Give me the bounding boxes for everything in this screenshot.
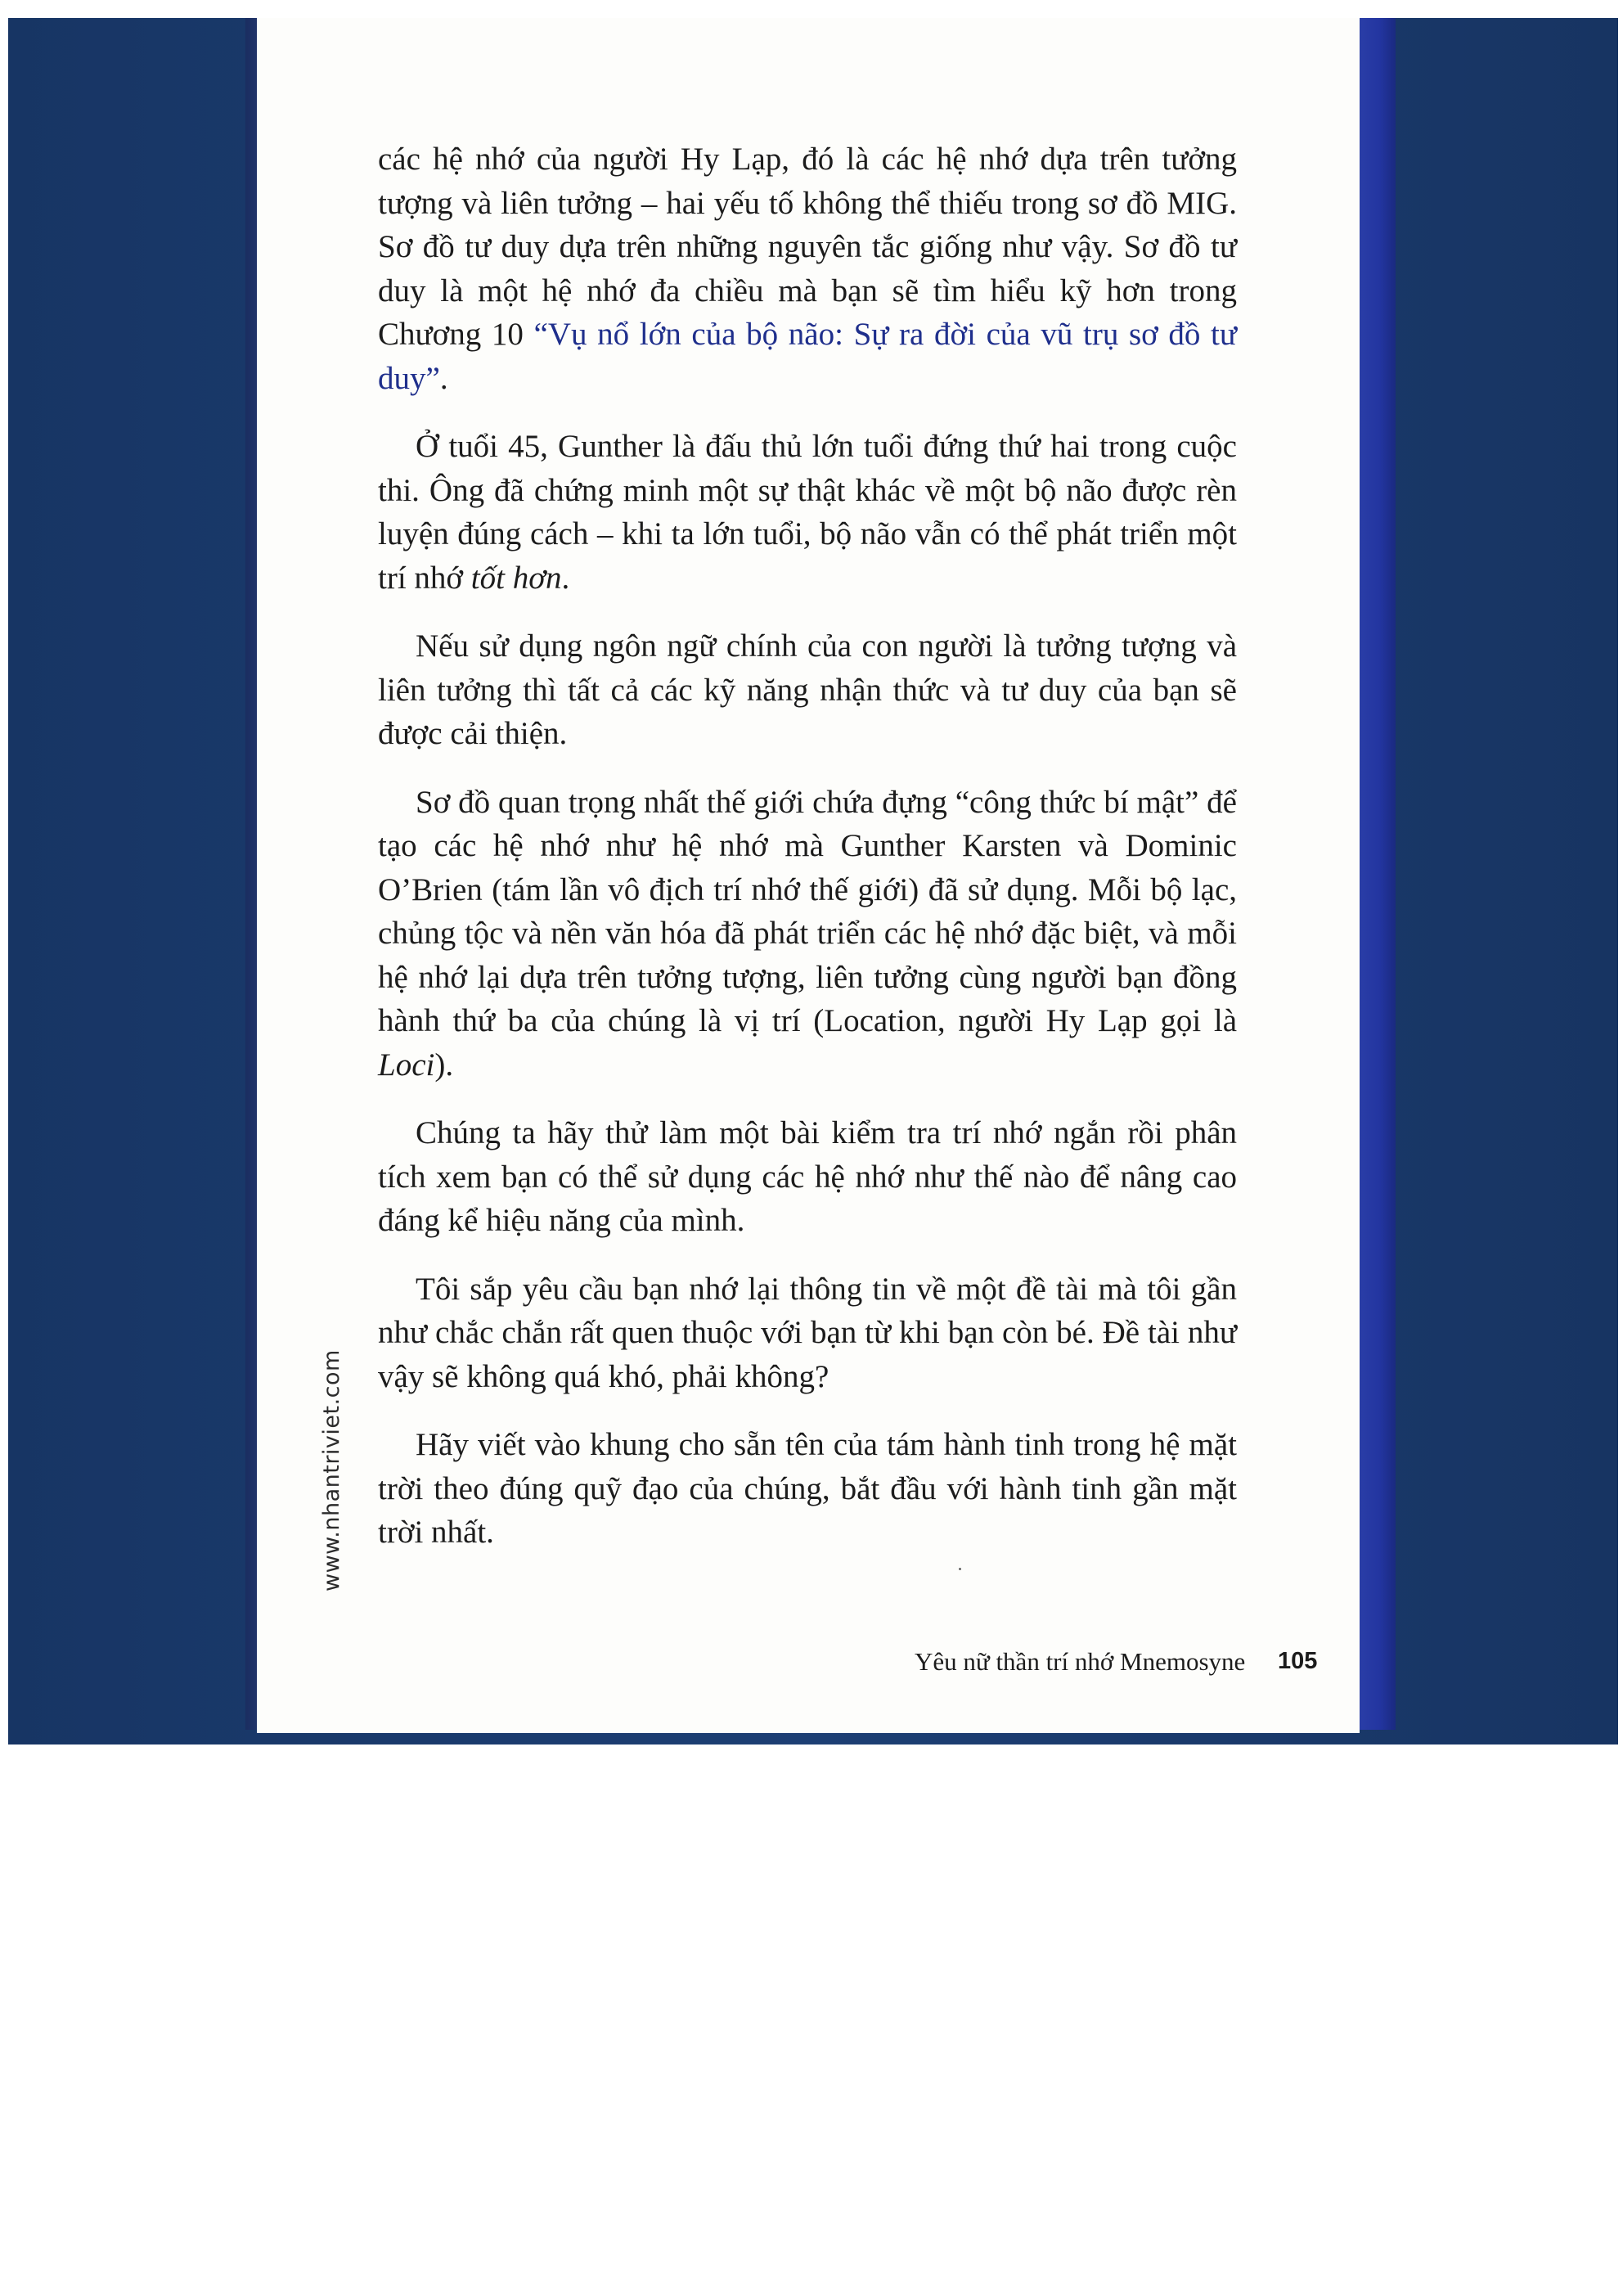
paragraph-1-text: các hệ nhớ của người Hy Lạp, đó là các hệ nhớ dựa trên tưởng tượng và liên tưởng – hai yếu tố không thể thiếu trong sơ đồ MIG. Sơ đồ tư duy dựa trên những nguyên tắc giống như vậy. Sơ đồ tư duy là một hệ nhớ đa chiều mà bạn sẽ tìm hiểu kỹ hơn trong Chương 10 bbox=[378, 142, 1237, 352]
chapter-reference: “Vụ nổ lớn của bộ não: Sự ra đời của vũ trụ sơ đồ tư duy” bbox=[378, 317, 1238, 396]
side-website-url: www.nhantriviet.com bbox=[319, 1349, 344, 1591]
paragraph-7: Hãy viết vào khung cho sẵn tên của tám hành tinh trong hệ mặt trời theo đúng quỹ đạo của chúng, bắt đầu với hành tinh gần mặt trời nhất. bbox=[378, 1427, 1237, 1550]
paragraph-2-text: Ở tuổi 45, Gunther là đấu thủ lớn tuổi đứng thứ hai trong cuộc thi. Ông đã chứng minh một sự thật khác về một bộ não được rèn luyện đúng cách – khi ta lớn tuổi, bộ não vẫn có thể phát triển một trí nhớ bbox=[378, 429, 1237, 596]
book-edge bbox=[1356, 18, 1396, 1730]
paragraph-2 bbox=[378, 425, 1237, 600]
paragraph-2-end: . bbox=[561, 560, 570, 596]
paragraph-5: Chúng ta hãy thử làm một bài kiểm tra trí nhớ ngắn rồi phân tích xem bạn có thể sử dụng các hệ nhớ như thế nào để nâng cao đáng kể hiệu năng của mình. bbox=[378, 1115, 1237, 1238]
paragraph-6: Tôi sắp yêu cầu bạn nhớ lại thông tin về một đề tài mà tôi gần như chắc chắn rất quen thuộc với bạn từ khi bạn còn bé. Đề tài như vậy sẽ không quá khó, phải không? bbox=[378, 1271, 1237, 1394]
paragraph-4-italic: Loci bbox=[378, 1047, 435, 1083]
paragraph-1 bbox=[378, 137, 1237, 400]
running-title: Yêu nữ thần trí nhớ Mnemosyne bbox=[915, 1647, 1246, 1676]
paragraph-4-end: ). bbox=[434, 1047, 454, 1083]
scan-speck bbox=[959, 1568, 961, 1570]
paragraph-1-end: . bbox=[439, 360, 448, 396]
paragraph-4-text: Sơ đồ quan trọng nhất thế giới chứa đựng “công thức bí mật” để tạo các hệ nhớ như hệ nhớ mà Gunther Karsten và Dominic O’Brien (tám lần vô địch trí nhớ thế giới) đã sử dụng. Mỗi bộ lạc, chủng tộc và nền văn hóa đã phát triển các hệ nhớ đặc biệt, và mỗi hệ nhớ lại dựa trên tưởng tượng, liên tưởng cùng người bạn đồng hành thứ ba của chúng là vị trí (Location, người Hy Lạp gọi là bbox=[378, 784, 1237, 1038]
page-number: 105 bbox=[1278, 1648, 1318, 1674]
paragraph-3: Nếu sử dụng ngôn ngữ chính của con người là tưởng tượng và liên tưởng thì tất cả các kỹ năng nhận thức và tư duy của bạn sẽ được cải thiện. bbox=[378, 628, 1237, 751]
paragraph-2-italic: tốt hơn bbox=[470, 560, 562, 596]
paragraph-4 bbox=[378, 781, 1237, 1087]
page-body bbox=[378, 137, 1237, 1579]
